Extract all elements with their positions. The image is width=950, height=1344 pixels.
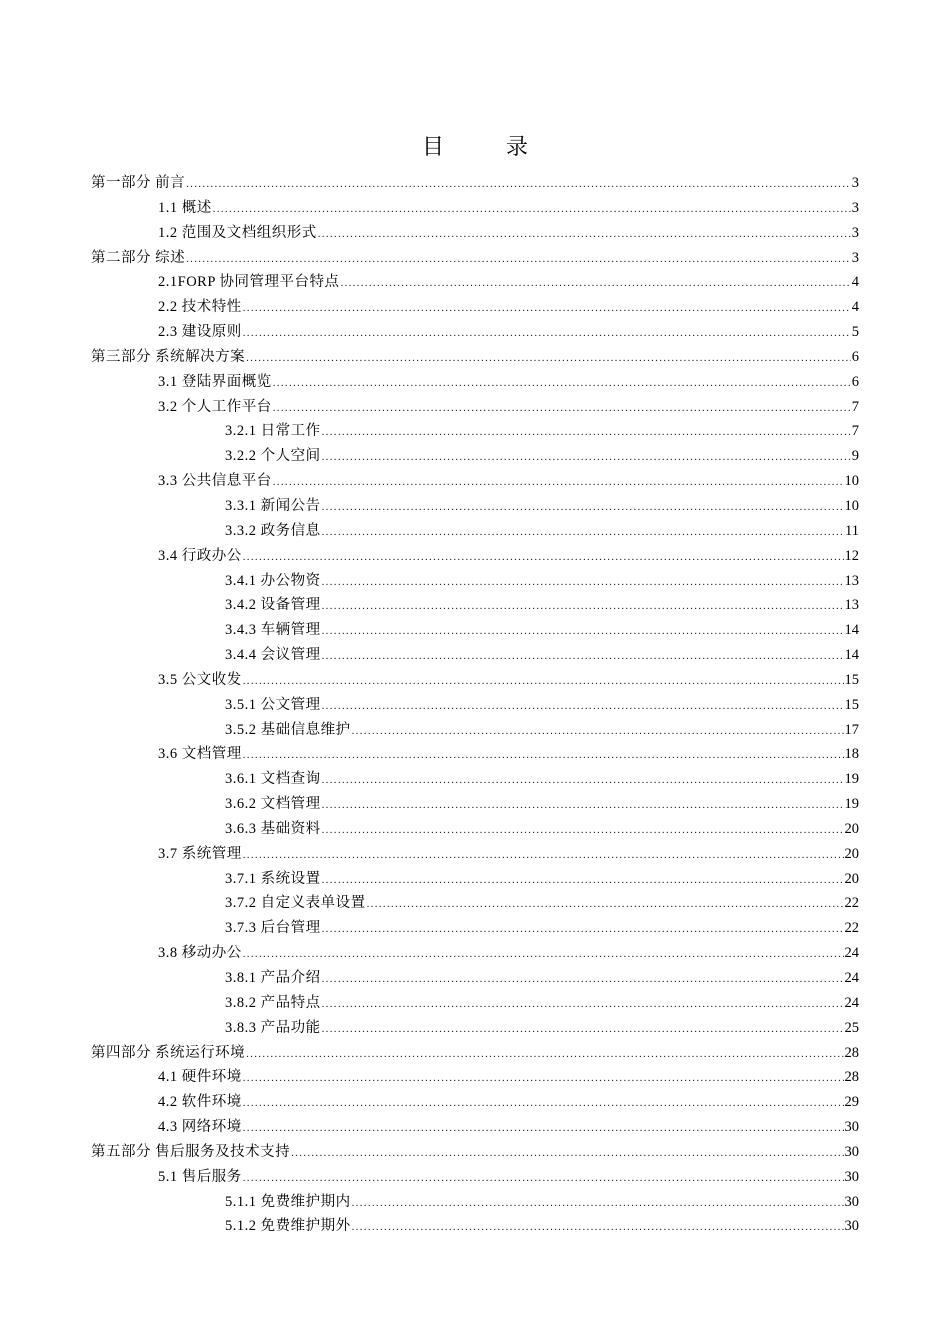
toc-entry-page-number: 4 [851,274,859,291]
toc-dot-leader [273,371,851,396]
toc-entry-page-number: 3 [851,249,859,266]
toc-dot-leader [322,992,844,1017]
toc-dot-leader [322,768,844,793]
toc-entry[interactable] [91,519,859,544]
toc-dot-leader [243,942,844,967]
toc-entry-label: 3.6.2 文档管理 [225,796,321,813]
toc-entry[interactable] [91,593,859,618]
toc-entry-label: 3.8 移动办公 [158,945,242,962]
toc-dot-leader [186,172,851,197]
toc-dot-leader [322,1017,844,1042]
toc-dot-leader [322,420,851,445]
toc-entry-page-number: 3 [851,199,859,216]
toc-entry-label: 3.8.1 产品介绍 [225,970,321,986]
toc-entry[interactable] [91,270,859,295]
toc-entry-page-number: 17 [844,721,859,738]
toc-entry[interactable] [91,1214,859,1239]
toc-entry[interactable] [91,718,859,743]
toc-entry[interactable] [91,891,859,916]
toc-entry[interactable] [91,1041,859,1066]
toc-dot-leader [243,669,844,694]
toc-dot-leader [273,470,844,495]
toc-entry-label: 3.2.1 日常工作 [225,423,321,440]
toc-entry-label: 3.4.3 车辆管理 [225,622,321,639]
toc-entry-label: 3.3 公共信息平台 [158,473,272,490]
toc-entry[interactable] [91,171,859,196]
toc-entry[interactable] [91,196,859,221]
toc-entry[interactable] [91,1065,859,1090]
toc-entry-page-number: 7 [851,423,859,440]
toc-entry-label: 3.6.3 基础资料 [225,820,321,837]
toc-entry[interactable] [91,1190,859,1215]
toc-entry-label: 3.5.2 基础信息维护 [225,721,351,738]
toc-entry[interactable] [91,618,859,643]
toc-entry[interactable] [91,295,859,320]
toc-entry-label: 3.7.3 后台管理 [225,920,321,937]
toc-entry-label: 第三部分 系统解决方案 [91,348,246,365]
toc-dot-leader [243,1091,844,1116]
toc-entry-label: 5.1.1 免费维护期内 [225,1193,351,1210]
toc-entry-label: 3.4 行政办公 [158,547,242,564]
toc-dot-leader [322,967,844,992]
toc-entry[interactable] [91,1115,859,1140]
toc-entry[interactable] [91,767,859,792]
toc-entry-label: 3.6.1 文档查询 [225,771,321,788]
toc-entry-label: 第四部分 系统运行环境 [91,1044,246,1061]
toc-dot-leader [352,1215,844,1240]
toc-entry[interactable] [91,221,859,246]
toc-entry-label: 3.4.1 办公物资 [225,572,321,589]
toc-entry-label: 3.3.2 政务信息 [225,522,321,539]
toc-entry-label: 5.1 售后服务 [158,1168,242,1185]
toc-dot-leader [213,197,851,222]
toc-entry-page-number: 30 [844,1168,859,1185]
toc-entry-label: 3.7.2 自定义表单设置 [225,895,366,912]
toc-entry-page-number: 20 [844,820,859,837]
toc-entry[interactable] [91,544,859,569]
toc-dot-leader [322,917,844,942]
toc-entry-page-number: 30 [844,1143,859,1160]
toc-entry-label: 4.1 硬件环境 [158,1069,242,1086]
toc-entry[interactable] [91,941,859,966]
toc-entry-page-number: 19 [844,771,859,788]
toc-dot-leader [246,346,851,371]
toc-entry-label: 4.2 软件环境 [158,1094,242,1111]
toc-entry-page-number: 14 [844,647,859,664]
toc-entry[interactable] [91,867,859,892]
toc-entry-page-number: 14 [844,622,859,639]
toc-entry-page-number: 30 [844,1119,859,1136]
toc-entry-page-number: 28 [844,1069,859,1086]
toc-entry-label: 1.1 概述 [158,199,212,216]
toc-entry-page-number: 13 [844,572,859,589]
toc-entry[interactable] [91,1140,859,1165]
toc-dot-leader [322,644,844,669]
toc-entry[interactable] [91,1090,859,1115]
toc-entry-label: 5.1.2 免费维护期外 [225,1218,351,1235]
toc-dot-leader [243,1166,844,1191]
toc-dot-leader [243,1066,844,1091]
toc-entry[interactable] [91,246,859,271]
toc-entry-page-number: 15 [844,671,859,688]
toc-entry[interactable] [91,444,859,469]
toc-entry[interactable] [91,320,859,345]
toc-entry-label: 3.7.1 系统设置 [225,870,321,887]
toc-entry-page-number: 24 [844,970,859,986]
toc-entry[interactable] [91,643,859,668]
toc-entry[interactable] [91,966,859,991]
toc-entry[interactable] [91,842,859,867]
toc-entry-label: 第五部分 售后服务及技术支持 [91,1143,291,1160]
toc-entry-page-number: 22 [844,920,859,937]
toc-entry[interactable] [91,569,859,594]
toc-entry-page-number: 19 [844,796,859,813]
toc-entry-label: 3.4.2 设备管理 [225,597,321,614]
toc-entry[interactable] [91,742,859,767]
toc-entry-page-number: 3 [851,224,859,241]
toc-dot-leader [322,570,844,595]
toc-entry-label: 第二部分 综述 [91,249,186,266]
toc-entry-label: 3.2.2 个人空间 [225,448,321,465]
toc-entry-page-number: 7 [851,398,859,415]
toc-entry-page-number: 10 [844,497,859,514]
toc-entry-page-number: 13 [844,597,859,614]
toc-dot-leader [322,694,844,719]
toc-entry[interactable] [91,792,859,817]
toc-entry-label: 3.6 文档管理 [158,746,242,763]
toc-entry-label: 3.8.3 产品功能 [225,1019,321,1036]
toc-entry-page-number: 11 [845,522,859,539]
toc-entry-page-number: 25 [844,1019,859,1036]
toc-entry-page-number: 6 [851,373,859,390]
toc-dot-leader [186,247,851,272]
toc-entry-page-number: 20 [844,845,859,862]
toc-dot-leader [352,1191,844,1216]
toc-entry[interactable] [91,395,859,420]
toc-dot-leader [322,495,844,520]
toc-entry-page-number: 24 [844,945,859,962]
toc-entry[interactable] [91,1165,859,1190]
toc-dot-leader [352,719,844,744]
toc-entry-label: 2.3 建设原则 [158,324,242,341]
toc-entry-label: 3.8.2 产品特点 [225,994,321,1011]
toc-entry-page-number: 9 [851,448,859,465]
toc-dot-leader [243,545,844,570]
toc-entry-label: 3.5 公文收发 [158,671,242,688]
toc-entry-label: 3.2 个人工作平台 [158,398,272,415]
toc-dot-leader [322,868,844,893]
toc-dot-leader [367,892,844,917]
toc-entry-label: 3.5.1 公文管理 [225,696,321,713]
toc-entry-page-number: 10 [844,473,859,490]
toc-entry[interactable] [91,916,859,941]
toc-entry[interactable] [91,1016,859,1041]
toc-entry-page-number: 5 [851,324,859,341]
toc-entry-label: 2.2 技术特性 [158,299,242,316]
toc-entry-page-number: 30 [844,1218,859,1235]
toc-entry-page-number: 6 [851,348,859,365]
table-of-contents [91,171,859,1239]
toc-entry[interactable] [91,693,859,718]
toc-dot-leader [318,222,851,247]
toc-dot-leader [322,594,844,619]
toc-dot-leader [322,619,844,644]
toc-dot-leader [291,1141,843,1166]
toc-entry-label: 第一部分 前言 [91,175,186,191]
toc-entry-label: 1.2 范围及文档组织形式 [158,224,317,241]
toc-entry[interactable] [91,991,859,1016]
toc-entry-page-number: 3 [851,175,859,191]
toc-dot-leader [273,396,851,421]
toc-entry-label: 3.3.1 新闻公告 [225,497,321,514]
toc-title: 目 录 [421,134,548,159]
toc-entry-page-number: 29 [844,1094,859,1111]
toc-entry-label: 2.1FORP 协同管理平台特点 [158,274,340,291]
toc-entry[interactable] [91,469,859,494]
toc-dot-leader [243,296,851,321]
toc-entry-page-number: 20 [844,870,859,887]
toc-entry[interactable] [91,668,859,693]
toc-dot-leader [243,843,844,868]
toc-entry-page-number: 22 [844,895,859,912]
toc-entry[interactable] [91,370,859,395]
toc-entry-page-number: 24 [844,994,859,1011]
toc-entry-page-number: 4 [851,299,859,316]
toc-entry-label: 3.7 系统管理 [158,845,242,862]
toc-dot-leader [322,520,844,545]
toc-dot-leader [322,445,851,470]
toc-entry-page-number: 18 [844,746,859,763]
toc-entry-label: 3.1 登陆界面概览 [158,373,272,390]
toc-entry-page-number: 15 [844,696,859,713]
toc-entry[interactable] [91,817,859,842]
toc-dot-leader [340,271,850,296]
toc-entry[interactable] [91,345,859,370]
toc-entry-label: 3.4.4 会议管理 [225,647,321,664]
toc-entry-page-number: 12 [844,547,859,564]
toc-dot-leader [243,321,851,346]
toc-dot-leader [322,818,844,843]
toc-dot-leader [322,793,844,818]
toc-entry[interactable] [91,419,859,444]
toc-entry-page-number: 28 [844,1044,859,1061]
toc-entry-page-number: 30 [844,1193,859,1210]
toc-entry[interactable] [91,494,859,519]
toc-dot-leader [243,743,844,768]
toc-entry-label: 4.3 网络环境 [158,1119,242,1136]
toc-dot-leader [246,1042,843,1067]
toc-dot-leader [243,1116,844,1141]
